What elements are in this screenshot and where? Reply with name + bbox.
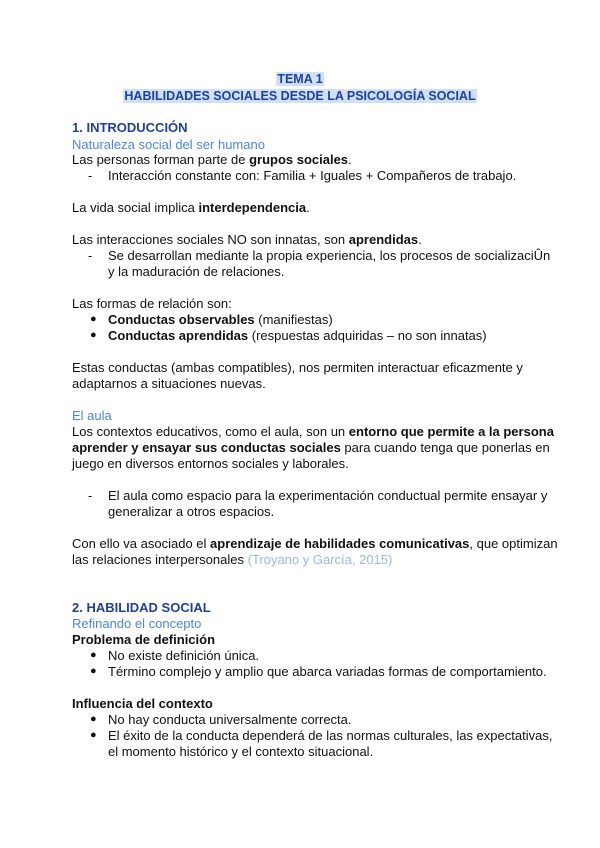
bullet-icon: ● — [90, 329, 97, 341]
bullet-icon: ● — [90, 713, 97, 725]
dash-item: Interacción constante con: Familia + Iguales + Compañeros de trabajo. — [108, 168, 517, 183]
topic-heading: Influencia del contexto — [72, 696, 213, 711]
dash-marker: - — [88, 248, 93, 263]
paragraph-cont: juego en diversos entornos sociales y laborales. — [72, 456, 349, 471]
doc-subtitle: HABILIDADES SOCIALES DESDE LA PSICOLOGÍA SOCIAL — [124, 89, 476, 103]
dash-item: Se desarrollan mediante la propia experiencia, los procesos de socializaciÛn — [108, 248, 551, 263]
bullet-icon: ● — [90, 649, 97, 661]
paragraph: Con ello va asociado el aprendizaje de habilidades comunicativas, que optimizan — [72, 536, 558, 551]
bullet-icon: ● — [90, 729, 97, 741]
bullet-item: Conductas aprendidas (respuestas adquiridas – no son innatas) — [108, 328, 487, 343]
bullet-item: No existe definición única. — [108, 648, 260, 663]
citation: (Troyano y García, 2015) — [247, 552, 393, 567]
paragraph: La vida social implica interdependencia. — [72, 200, 310, 215]
section-heading: 1. INTRODUCCIÓN — [72, 120, 188, 135]
dash-item-cont: y la maduración de relaciones. — [108, 264, 285, 279]
subsection-heading: Refinando el concepto — [72, 616, 202, 631]
dash-item-cont: generalizar a otros espacios. — [108, 504, 275, 519]
bullet-item: Conductas observables (manifiestas) — [108, 312, 333, 327]
bullet-item: El éxito de la conducta dependerá de las normas culturales, las expectativas, — [108, 728, 553, 743]
dash-marker: - — [88, 488, 93, 503]
dash-item: El aula como espacio para la experimentación conductual permite ensayar y — [108, 488, 548, 503]
bullet-item: No hay conducta universalmente correcta. — [108, 712, 352, 727]
paragraph: Estas conductas (ambas compatibles), nos permiten interactuar eficazmente y — [72, 360, 523, 375]
dash-marker: - — [88, 168, 93, 183]
section-heading: 2. HABILIDAD SOCIAL — [72, 600, 211, 615]
paragraph: Las formas de relación son: — [72, 296, 232, 311]
bullet-icon: ● — [90, 313, 97, 325]
paragraph: Los contextos educativos, como el aula, son un entorno que permite a la persona — [72, 424, 554, 439]
paragraph-cont: las relaciones interpersonales (Troyano y García, 2015) — [72, 552, 393, 567]
subsection-heading: Naturaleza social del ser humano — [72, 137, 265, 152]
subsection-heading: El aula — [72, 408, 112, 423]
doc-title: TEMA 1 — [277, 72, 323, 86]
paragraph-cont: adaptarnos a situaciones nuevas. — [72, 376, 266, 391]
bullet-item: Término complejo y amplio que abarca variadas formas de comportamiento. — [108, 664, 547, 679]
topic-heading: Problema de definición — [72, 632, 216, 647]
bullet-icon: ● — [90, 665, 97, 677]
paragraph: Las interacciones sociales NO son innatas, son aprendidas. — [72, 232, 422, 247]
paragraph: Las personas forman parte de grupos sociales. — [72, 152, 352, 167]
bullet-item-cont: el momento histórico y el contexto situacional. — [108, 744, 374, 759]
paragraph-cont: aprender y ensayar sus conductas sociales para cuando tenga que ponerlas en — [72, 440, 550, 455]
